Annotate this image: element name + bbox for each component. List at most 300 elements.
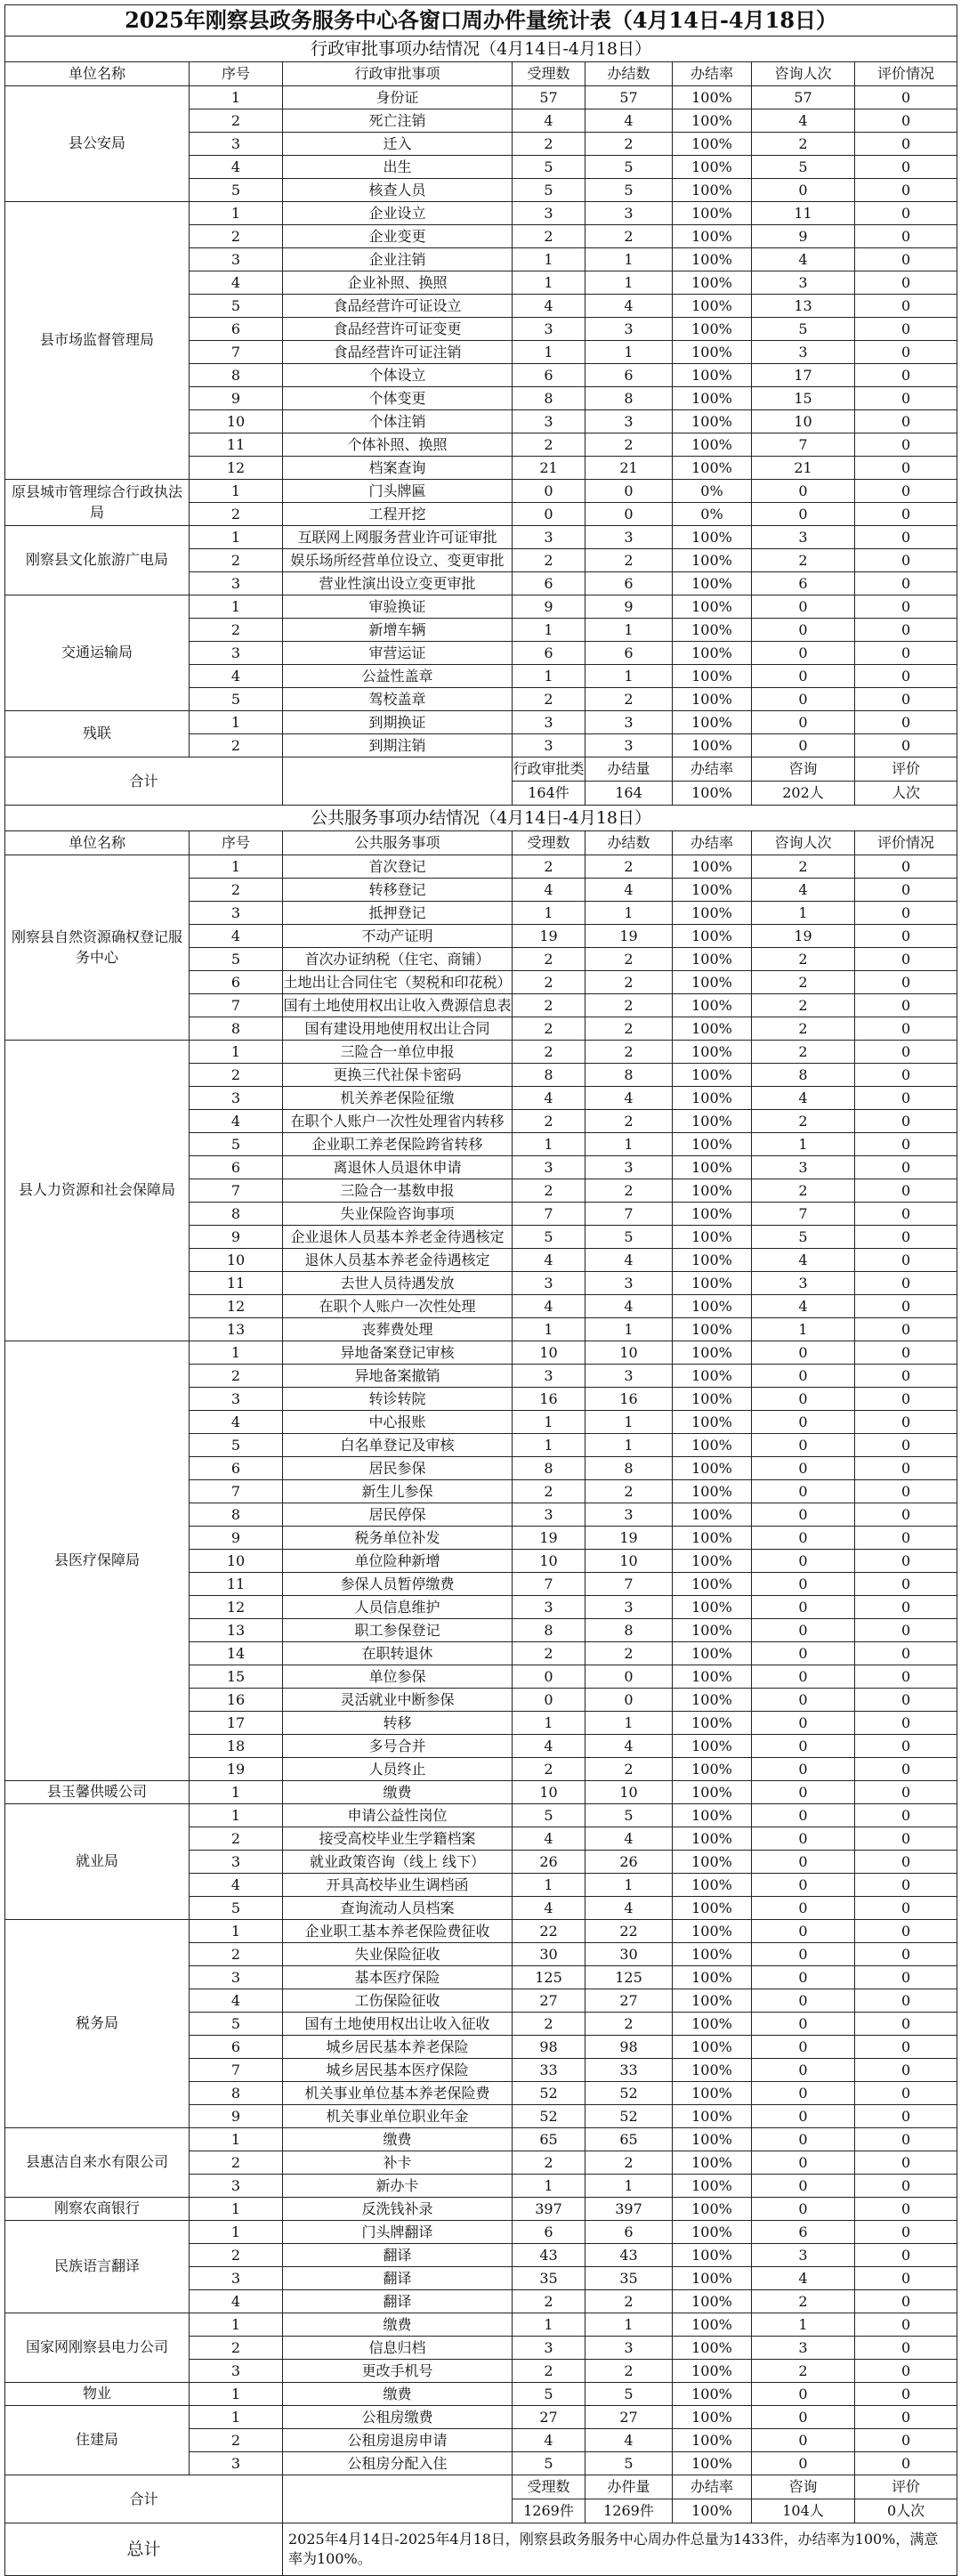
accepted-count: 4 [513, 879, 585, 902]
accepted-count: 8 [513, 1457, 585, 1480]
row-number: 2 [190, 503, 283, 526]
completion-rate: 100% [673, 1341, 752, 1365]
row-number: 1 [190, 1341, 283, 1365]
consult-count: 2 [752, 1017, 855, 1041]
completion-rate: 100% [673, 86, 752, 109]
evaluation-count: 0 [855, 1110, 957, 1133]
item-name: 食品经营许可证变更 [283, 318, 513, 341]
accepted-count: 21 [513, 457, 585, 480]
table-row [5, 1920, 957, 1943]
completed-count: 4 [585, 1897, 673, 1920]
department-name: 县公安局 [5, 86, 190, 202]
consult-count: 0 [752, 1758, 855, 1781]
evaluation-count: 0 [855, 1457, 957, 1480]
consult-count: 2 [752, 133, 855, 156]
completion-rate: 100% [673, 1087, 752, 1110]
evaluation-count: 0 [855, 1503, 957, 1527]
row-number: 8 [190, 1203, 283, 1226]
consult-count: 2 [752, 2360, 855, 2383]
evaluation-count: 0 [855, 2337, 957, 2360]
consult-count: 0 [752, 2452, 855, 2475]
completed-count: 8 [585, 387, 673, 410]
department-name: 住建局 [5, 2406, 190, 2475]
consult-count: 2 [752, 1041, 855, 1064]
consult-count: 19 [752, 925, 855, 948]
row-number: 1 [190, 202, 283, 225]
completed-count: 5 [585, 1226, 673, 1249]
accepted-count: 1 [513, 902, 585, 925]
evaluation-count: 0 [855, 156, 957, 179]
evaluation-count: 0 [855, 1295, 957, 1318]
item-name: 基本医疗保险 [283, 1966, 513, 1989]
item-name: 抵押登记 [283, 902, 513, 925]
completed-count: 16 [585, 1388, 673, 1411]
consult-count: 0 [752, 642, 855, 665]
table-row [5, 2128, 957, 2151]
row-number: 12 [190, 457, 283, 480]
completion-rate: 100% [673, 994, 752, 1017]
consult-count: 0 [752, 2082, 855, 2105]
item-name: 食品经营许可证注销 [283, 341, 513, 364]
item-name: 档案查询 [283, 457, 513, 480]
table-row [5, 2406, 957, 2429]
item-name: 企业补照、换照 [283, 271, 513, 295]
row-number: 1 [190, 1041, 283, 1064]
accepted-count: 1 [513, 1712, 585, 1735]
row-number: 2 [190, 2429, 283, 2452]
item-name: 缴费 [283, 2128, 513, 2151]
accepted-count: 5 [513, 1226, 585, 1249]
accepted-count: 4 [513, 1897, 585, 1920]
completed-count: 2 [585, 133, 673, 156]
row-number: 10 [190, 1550, 283, 1573]
row-number: 1 [190, 2383, 283, 2406]
accepted-count: 30 [513, 1943, 585, 1966]
consult-count: 0 [752, 1480, 855, 1503]
completion-rate: 100% [673, 1388, 752, 1411]
row-number: 7 [190, 341, 283, 364]
accepted-count: 1 [513, 2313, 585, 2337]
completion-rate: 100% [673, 2452, 752, 2475]
completion-rate: 100% [673, 1665, 752, 1689]
evaluation-count: 0 [855, 1827, 957, 1851]
completion-rate: 100% [673, 925, 752, 948]
evaluation-count: 0 [855, 1226, 957, 1249]
accepted-count: 3 [513, 1272, 585, 1295]
accepted-count: 4 [513, 1087, 585, 1110]
accepted-count: 5 [513, 179, 585, 202]
row-number: 19 [190, 1758, 283, 1781]
consult-count: 0 [752, 2036, 855, 2059]
completed-count: 0 [585, 503, 673, 526]
item-name: 缴费 [283, 2383, 513, 2406]
item-name: 翻译 [283, 2244, 513, 2267]
consult-count: 0 [752, 1527, 855, 1550]
table-row [5, 855, 957, 879]
consult-count: 0 [752, 2383, 855, 2406]
consult-count: 0 [752, 619, 855, 642]
completion-rate: 100% [673, 1365, 752, 1388]
consult-count: 17 [752, 364, 855, 387]
evaluation-count: 0 [855, 879, 957, 902]
department-name: 民族语言翻译 [5, 2221, 190, 2313]
item-name: 就业政策咨询（线上 线下） [283, 1851, 513, 1874]
evaluation-count: 0 [855, 2429, 957, 2452]
completed-count: 2 [585, 1642, 673, 1665]
completed-count: 52 [585, 2105, 673, 2128]
evaluation-count: 0 [855, 133, 957, 156]
completion-rate: 100% [673, 202, 752, 225]
row-number: 4 [190, 1411, 283, 1434]
accepted-count: 2 [513, 971, 585, 994]
evaluation-count: 0 [855, 1017, 957, 1041]
item-name: 城乡居民基本医疗保险 [283, 2059, 513, 2082]
evaluation-count: 0 [855, 387, 957, 410]
evaluation-count: 0 [855, 1874, 957, 1897]
evaluation-count: 0 [855, 2290, 957, 2313]
evaluation-count: 0 [855, 1480, 957, 1503]
department-name: 原县城市管理综合行政执法局 [5, 480, 190, 526]
summary-row [5, 2475, 957, 2499]
accepted-count: 10 [513, 1550, 585, 1573]
evaluation-count: 0 [855, 1920, 957, 1943]
evaluation-count: 0 [855, 1411, 957, 1434]
completed-count: 1 [585, 1712, 673, 1735]
item-name: 企业退休人员基本养老金待遇核定 [283, 1226, 513, 1249]
accepted-count: 4 [513, 1249, 585, 1272]
evaluation-count: 0 [855, 1596, 957, 1619]
completed-count: 9 [585, 595, 673, 619]
consult-count: 0 [752, 665, 855, 688]
department-name: 就业局 [5, 1804, 190, 1920]
summary-header: 咨询 [752, 757, 855, 782]
accepted-count: 4 [513, 1735, 585, 1758]
accepted-count: 57 [513, 86, 585, 109]
row-number: 4 [190, 156, 283, 179]
accepted-count: 3 [513, 1596, 585, 1619]
row-number: 8 [190, 364, 283, 387]
accepted-count: 9 [513, 595, 585, 619]
summary-value: 164 [585, 782, 673, 806]
evaluation-count: 0 [855, 2105, 957, 2128]
item-name: 反洗钱补录 [283, 2198, 513, 2221]
item-name: 土地出让合同住宅（契税和印花税） [283, 971, 513, 994]
completed-count: 2 [585, 688, 673, 711]
completed-count: 4 [585, 295, 673, 318]
completion-rate: 0% [673, 503, 752, 526]
row-number: 2 [190, 2337, 283, 2360]
item-name: 在职转退休 [283, 1642, 513, 1665]
consult-count: 0 [752, 2406, 855, 2429]
completion-rate: 100% [673, 1966, 752, 1989]
consult-count: 6 [752, 572, 855, 595]
accepted-count: 1 [513, 248, 585, 271]
department-name: 税务局 [5, 1920, 190, 2128]
consult-count: 2 [752, 948, 855, 971]
row-number: 4 [190, 665, 283, 688]
accepted-count: 2 [513, 2360, 585, 2383]
column-header-rate: 办结率 [673, 62, 752, 86]
consult-count: 0 [752, 2013, 855, 2036]
row-number: 16 [190, 1689, 283, 1712]
item-name: 三险合一单位申报 [283, 1041, 513, 1064]
completed-count: 1 [585, 2313, 673, 2337]
completed-count: 57 [585, 86, 673, 109]
accepted-count: 3 [513, 202, 585, 225]
summary-header: 评价 [855, 2475, 957, 2499]
department-name: 刚察农商银行 [5, 2198, 190, 2221]
column-header-dept: 单位名称 [5, 831, 190, 855]
row-number: 6 [190, 971, 283, 994]
summary-blank [283, 757, 513, 806]
row-number: 1 [190, 595, 283, 619]
row-number: 10 [190, 1249, 283, 1272]
row-number: 2 [190, 1943, 283, 1966]
evaluation-count: 0 [855, 619, 957, 642]
evaluation-count: 0 [855, 1781, 957, 1804]
completion-rate: 100% [673, 1226, 752, 1249]
accepted-count: 22 [513, 1920, 585, 1943]
completion-rate: 100% [673, 133, 752, 156]
completed-count: 4 [585, 1087, 673, 1110]
accepted-count: 1 [513, 1411, 585, 1434]
completed-count: 8 [585, 1619, 673, 1642]
accepted-count: 0 [513, 1665, 585, 1689]
total-note: 2025年4月14日-2025年4月18日，刚察县政务服务中心周办件总量为1433件，办结率为100%，满意率为100%。 [283, 2523, 957, 2576]
completed-count: 1 [585, 341, 673, 364]
completion-rate: 100% [673, 1503, 752, 1527]
accepted-count: 2 [513, 433, 585, 457]
accepted-count: 4 [513, 295, 585, 318]
item-name: 离退休人员退休申请 [283, 1156, 513, 1179]
evaluation-count: 0 [855, 1804, 957, 1827]
completed-count: 30 [585, 1943, 673, 1966]
evaluation-count: 0 [855, 1527, 957, 1550]
completed-count: 3 [585, 2337, 673, 2360]
completion-rate: 100% [673, 1110, 752, 1133]
completed-count: 2 [585, 2360, 673, 2383]
item-name: 公益性盖章 [283, 665, 513, 688]
evaluation-count: 0 [855, 595, 957, 619]
item-name: 白名单登记及审核 [283, 1434, 513, 1457]
row-number: 3 [190, 572, 283, 595]
consult-count: 0 [752, 595, 855, 619]
item-name: 国有土地使用权出让收入费源信息表 [283, 994, 513, 1017]
completed-count: 1 [585, 1133, 673, 1156]
completion-rate: 100% [673, 1920, 752, 1943]
evaluation-count: 0 [855, 994, 957, 1017]
evaluation-count: 0 [855, 1735, 957, 1758]
row-number: 18 [190, 1735, 283, 1758]
completion-rate: 100% [673, 1457, 752, 1480]
accepted-count: 2 [513, 1041, 585, 1064]
evaluation-count: 0 [855, 2013, 957, 2036]
completed-count: 43 [585, 2244, 673, 2267]
evaluation-count: 0 [855, 225, 957, 248]
table-row [5, 202, 957, 225]
table-row [5, 2198, 957, 2221]
completion-rate: 100% [673, 2128, 752, 2151]
accepted-count: 33 [513, 2059, 585, 2082]
evaluation-count: 0 [855, 364, 957, 387]
row-number: 2 [190, 879, 283, 902]
row-number: 2 [190, 1827, 283, 1851]
completed-count: 10 [585, 1781, 673, 1804]
evaluation-count: 0 [855, 902, 957, 925]
row-number: 17 [190, 1712, 283, 1735]
row-number: 2 [190, 549, 283, 572]
department-name: 县惠洁自来水有限公司 [5, 2128, 190, 2198]
row-number: 8 [190, 1503, 283, 1527]
item-name: 迁入 [283, 133, 513, 156]
row-number: 1 [190, 480, 283, 503]
header-row [5, 62, 957, 86]
summary-label: 合计 [5, 2475, 283, 2523]
consult-count: 5 [752, 156, 855, 179]
consult-count: 0 [752, 1827, 855, 1851]
item-name: 到期注销 [283, 734, 513, 757]
column-header-rate: 办结率 [673, 831, 752, 855]
item-name: 缴费 [283, 2313, 513, 2337]
item-name: 更换三代社保卡密码 [283, 1064, 513, 1087]
accepted-count: 3 [513, 1156, 585, 1179]
item-name: 申请公益性岗位 [283, 1804, 513, 1827]
row-number: 5 [190, 1133, 283, 1156]
summary-value: 人次 [855, 782, 957, 806]
completion-rate: 100% [673, 902, 752, 925]
completion-rate: 100% [673, 665, 752, 688]
item-name: 参保人员暂停缴费 [283, 1573, 513, 1596]
accepted-count: 3 [513, 2337, 585, 2360]
row-number: 6 [190, 1156, 283, 1179]
item-name: 异地备案登记审核 [283, 1341, 513, 1365]
completed-count: 27 [585, 2406, 673, 2429]
row-number: 1 [190, 855, 283, 879]
evaluation-count: 0 [855, 1550, 957, 1573]
item-name: 缴费 [283, 1781, 513, 1804]
completion-rate: 100% [673, 2337, 752, 2360]
row-number: 3 [190, 1966, 283, 1989]
completed-count: 5 [585, 1804, 673, 1827]
item-name: 审营运证 [283, 642, 513, 665]
accepted-count: 8 [513, 1619, 585, 1642]
consult-count: 0 [752, 1503, 855, 1527]
evaluation-count: 0 [855, 433, 957, 457]
completed-count: 6 [585, 572, 673, 595]
evaluation-count: 0 [855, 1249, 957, 1272]
title-row [5, 5, 957, 36]
accepted-count: 6 [513, 364, 585, 387]
item-name: 灵活就业中断参保 [283, 1689, 513, 1712]
row-number: 4 [190, 2290, 283, 2313]
item-name: 个体设立 [283, 364, 513, 387]
completed-count: 52 [585, 2082, 673, 2105]
consult-count: 0 [752, 1411, 855, 1434]
row-number: 7 [190, 1179, 283, 1203]
accepted-count: 3 [513, 734, 585, 757]
item-name: 失业保险征收 [283, 1943, 513, 1966]
accepted-count: 0 [513, 480, 585, 503]
completion-rate: 100% [673, 2105, 752, 2128]
accepted-count: 0 [513, 503, 585, 526]
consult-count: 0 [752, 2151, 855, 2175]
item-name: 职工参保登记 [283, 1619, 513, 1642]
consult-count: 4 [752, 248, 855, 271]
completed-count: 2 [585, 2290, 673, 2313]
accepted-count: 43 [513, 2244, 585, 2267]
table-row [5, 86, 957, 109]
evaluation-count: 0 [855, 2244, 957, 2267]
accepted-count: 2 [513, 1758, 585, 1781]
item-name: 机关事业单位职业年金 [283, 2105, 513, 2128]
consult-count: 0 [752, 1943, 855, 1966]
evaluation-count: 0 [855, 1966, 957, 1989]
department-name: 刚察县文化旅游广电局 [5, 526, 190, 595]
completion-rate: 100% [673, 1897, 752, 1920]
item-name: 企业职工养老保险跨省转移 [283, 1133, 513, 1156]
completion-rate: 100% [673, 1249, 752, 1272]
item-name: 营业性演出设立变更审批 [283, 572, 513, 595]
consult-count: 0 [752, 1920, 855, 1943]
consult-count: 4 [752, 879, 855, 902]
evaluation-count: 0 [855, 109, 957, 133]
item-name: 开具高校毕业生调档函 [283, 1874, 513, 1897]
accepted-count: 98 [513, 2036, 585, 2059]
evaluation-count: 0 [855, 1642, 957, 1665]
completion-rate: 100% [673, 1573, 752, 1596]
item-name: 个体注销 [283, 410, 513, 433]
item-name: 食品经营许可证设立 [283, 295, 513, 318]
item-name: 居民参保 [283, 1457, 513, 1480]
item-name: 丧葬费处理 [283, 1318, 513, 1341]
completion-rate: 100% [673, 295, 752, 318]
accepted-count: 2 [513, 948, 585, 971]
evaluation-count: 0 [855, 1665, 957, 1689]
accepted-count: 8 [513, 387, 585, 410]
row-number: 13 [190, 1619, 283, 1642]
item-name: 转诊转院 [283, 1388, 513, 1411]
table-row [5, 1041, 957, 1064]
completion-rate: 100% [673, 457, 752, 480]
evaluation-count: 0 [855, 503, 957, 526]
consult-count: 0 [752, 734, 855, 757]
item-name: 失业保险咨询事项 [283, 1203, 513, 1226]
completed-count: 5 [585, 179, 673, 202]
consult-count: 8 [752, 1064, 855, 1087]
evaluation-count: 0 [855, 1064, 957, 1087]
completion-rate: 100% [673, 2429, 752, 2452]
item-name: 接受高校毕业生学籍档案 [283, 1827, 513, 1851]
accepted-count: 3 [513, 526, 585, 549]
completion-rate: 100% [673, 711, 752, 734]
completion-rate: 100% [673, 1203, 752, 1226]
accepted-count: 19 [513, 925, 585, 948]
item-name: 去世人员待遇发放 [283, 1272, 513, 1295]
consult-count: 0 [752, 503, 855, 526]
completion-rate: 100% [673, 341, 752, 364]
department-name: 残联 [5, 711, 190, 757]
evaluation-count: 0 [855, 1041, 957, 1064]
completed-count: 1 [585, 1434, 673, 1457]
evaluation-count: 0 [855, 2036, 957, 2059]
completed-count: 6 [585, 364, 673, 387]
accepted-count: 2 [513, 1179, 585, 1203]
evaluation-count: 0 [855, 2221, 957, 2244]
consult-count: 3 [752, 271, 855, 295]
completed-count: 1 [585, 619, 673, 642]
row-number: 4 [190, 271, 283, 295]
row-number: 3 [190, 2175, 283, 2198]
